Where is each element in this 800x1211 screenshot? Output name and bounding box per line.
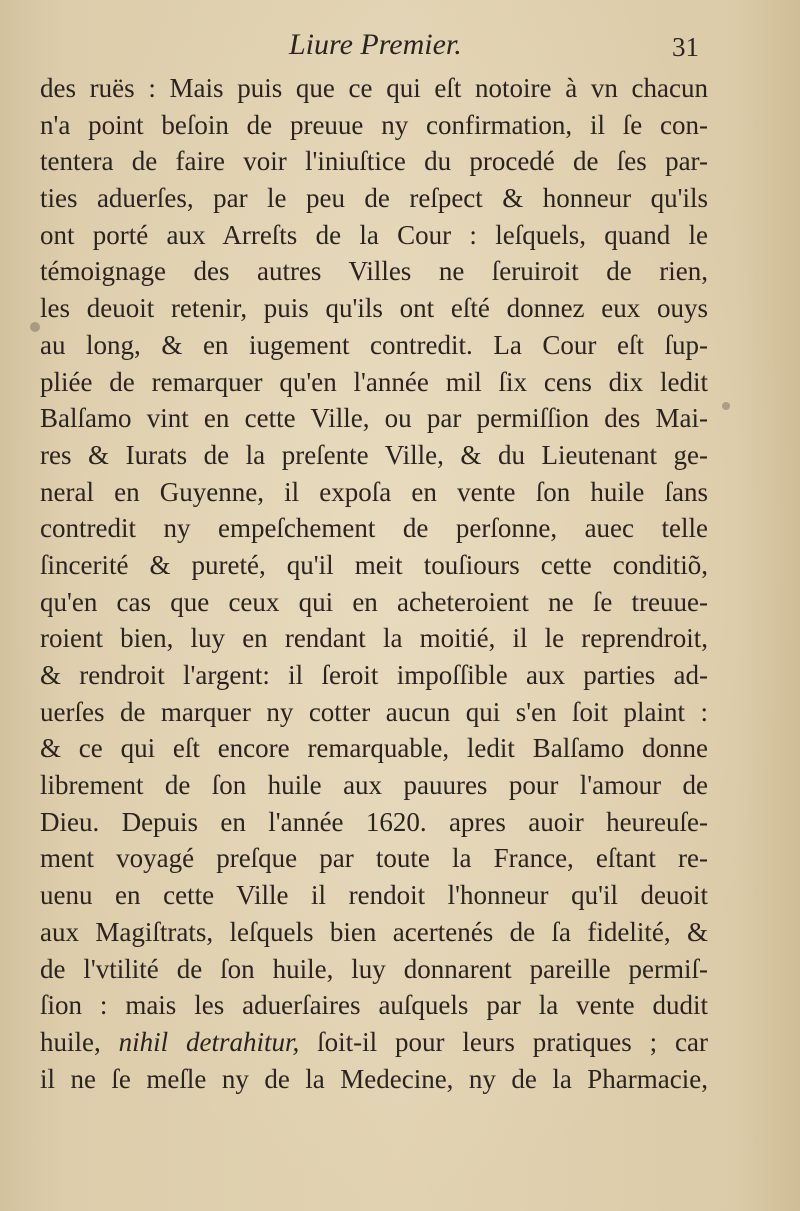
text-line: ſion : mais les aduerſaires auſquels par la vente dudit bbox=[40, 990, 708, 1021]
text-line: Dieu. Depuis en l'année 1620. apres auoir heureuſe- bbox=[40, 806, 708, 837]
paper-blemish bbox=[30, 322, 40, 332]
running-title: Liure Premier. bbox=[289, 28, 462, 61]
text-line: & ce qui eſt encore remarquable, ledit Balſamo donne bbox=[40, 733, 708, 764]
paper-blemish bbox=[722, 402, 730, 410]
text-line: tentera de faire voir l'iniuſtice du procedé de ſes par- bbox=[40, 146, 708, 177]
text-line: librement de ſon huile aux pauures pour l'amour de bbox=[40, 770, 708, 801]
text-line: ont porté aux Arreſts de la Cour : leſquels, quand le bbox=[40, 219, 708, 250]
page-header bbox=[0, 28, 800, 68]
text-line: des ruës : Mais puis que ce qui eſt notoire à vn chacun bbox=[40, 73, 708, 103]
text-line: témoignage des autres Villes ne ſeruiroit de rien, bbox=[40, 256, 708, 287]
text-line: contredit ny empeſchement de perſonne, auec telle bbox=[40, 513, 708, 544]
text-line: n'a point beſoin de preuue ny confirmation, il ſe con- bbox=[40, 109, 708, 140]
text-line: uenu en cette Ville il rendoit l'honneur qu'il deuoit bbox=[40, 880, 708, 911]
text-line: ment voyagé preſque par toute la France, eſtant re- bbox=[40, 843, 708, 874]
text-line-with-italic bbox=[40, 1024, 708, 1061]
text-line: res & Iurats de la preſente Ville, & du Lieutenant ge- bbox=[40, 439, 708, 470]
italic-latin-phrase: nihil detrahitur, bbox=[118, 1026, 300, 1057]
text-line: pliée de remarquer qu'en l'année mil ſix cens dix ledit bbox=[40, 366, 708, 397]
text-line: il ne ſe meſle ny de la Medecine, ny de la Pharmacie, bbox=[40, 1063, 708, 1094]
text-line: neral en Guyenne, il expoſa en vente ſon huile ſans bbox=[40, 476, 708, 507]
text-line: ties aduerſes, par le peu de reſpect & honneur qu'ils bbox=[40, 183, 708, 214]
page-number: 31 bbox=[672, 32, 699, 62]
text-line: les deuoit retenir, puis qu'ils ont eſté donnez eux ouys bbox=[40, 293, 708, 324]
text-line: au long, & en iugement contredit. La Cour eſt ſup- bbox=[40, 329, 708, 360]
text-run: huile, bbox=[40, 1026, 119, 1057]
text-line: aux Magiſtrats, leſquels bien acertenés de ſa fidelité, & bbox=[40, 916, 708, 947]
text-line: roient bien, luy en rendant la moitié, il le reprendroit, bbox=[40, 623, 708, 654]
text-line: Balſamo vint en cette Ville, ou par permiſſion des Mai- bbox=[40, 403, 708, 434]
text-line: de l'vtilité de ſon huile, luy donnarent pareille permiſ- bbox=[40, 953, 708, 984]
body-text bbox=[40, 70, 708, 1097]
text-line: qu'en cas que ceux qui en acheteroient ne ſe treuue- bbox=[40, 586, 708, 617]
text-line: & rendroit l'argent: il ſeroit impoſſible aux parties ad- bbox=[40, 660, 708, 690]
text-line: ſincerité & pureté, qu'il meit touſiours cette conditiõ, bbox=[40, 549, 708, 580]
text-line: uerſes de marquer ny cotter aucun qui s'en ſoit plaint : bbox=[40, 696, 708, 727]
text-run: ſoit-il pour leurs pratiques ; car bbox=[299, 1026, 708, 1057]
